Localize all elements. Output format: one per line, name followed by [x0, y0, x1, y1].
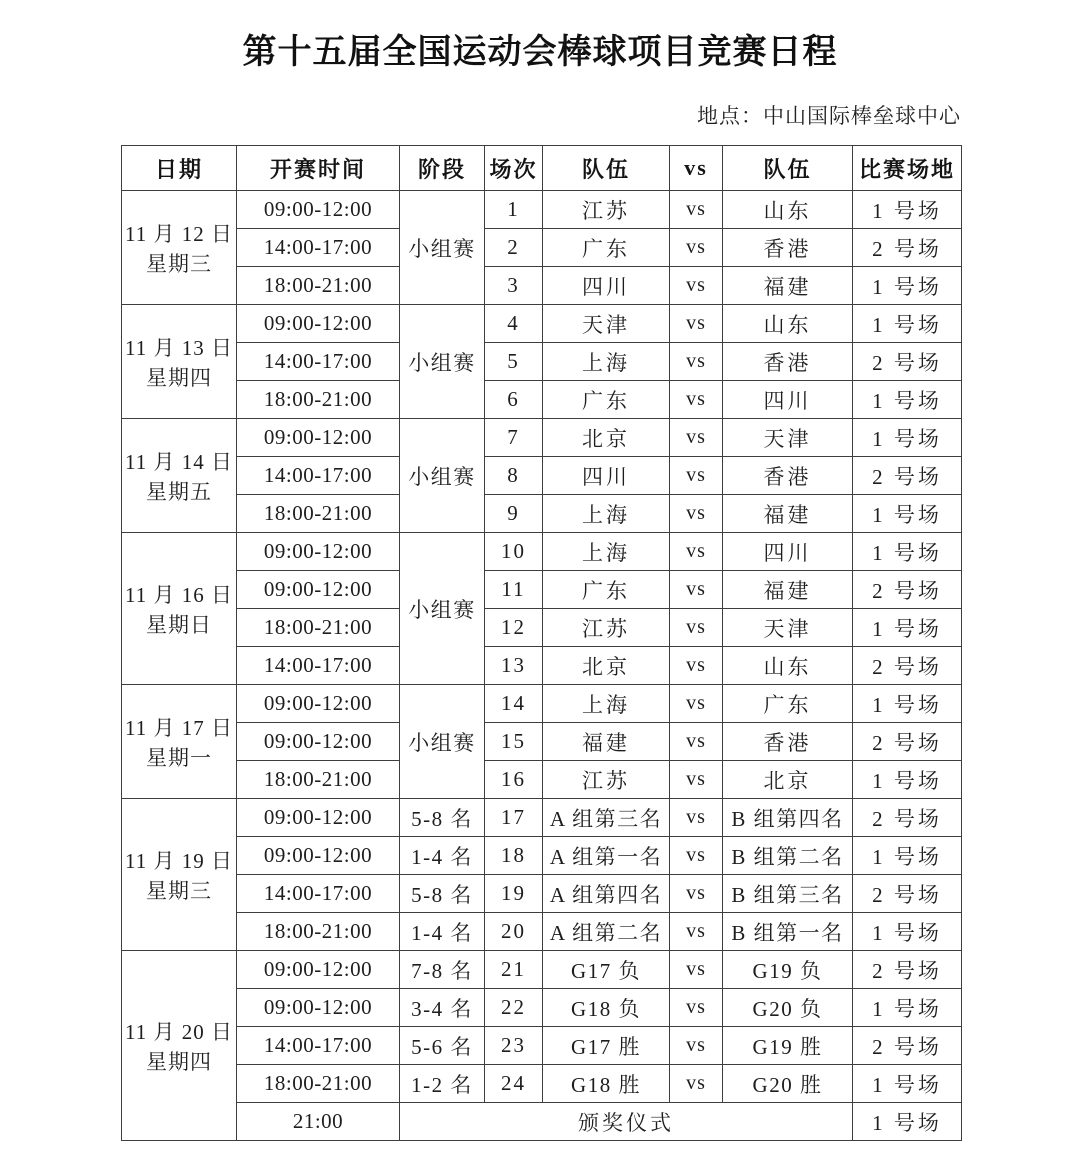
date-text: 11 月 13 日 — [125, 335, 233, 360]
vs-cell: vs — [670, 229, 723, 267]
date-text: 11 月 14 日 — [125, 449, 233, 474]
team-cell: 山东 — [723, 191, 853, 229]
time-cell: 21:00 — [237, 1103, 400, 1141]
team-cell: B 组第三名 — [723, 875, 853, 913]
table-row — [122, 191, 962, 229]
date-cell — [122, 799, 237, 951]
game-number-cell: 6 — [485, 381, 543, 419]
stage-cell: 1-2 名 — [400, 1065, 485, 1103]
team-cell: 四川 — [543, 457, 670, 495]
venue-cell: 1 号场 — [853, 913, 962, 951]
table-row — [122, 533, 962, 571]
date-cell — [122, 191, 237, 305]
table-row — [122, 647, 962, 685]
game-number-cell: 4 — [485, 305, 543, 343]
stage-cell: 3-4 名 — [400, 989, 485, 1027]
game-number-cell: 3 — [485, 267, 543, 305]
venue-cell: 2 号场 — [853, 229, 962, 267]
table-row — [122, 229, 962, 267]
vs-cell: vs — [670, 609, 723, 647]
date-cell — [122, 951, 237, 1141]
col-header-start-time: 开赛时间 — [237, 146, 400, 191]
venue-cell: 1 号场 — [853, 761, 962, 799]
col-header-team-1: 队伍 — [543, 146, 670, 191]
time-cell: 09:00-12:00 — [237, 419, 400, 457]
vs-cell: vs — [670, 723, 723, 761]
time-cell: 09:00-12:00 — [237, 799, 400, 837]
time-cell: 14:00-17:00 — [237, 647, 400, 685]
game-number-cell: 1 — [485, 191, 543, 229]
game-number-cell: 10 — [485, 533, 543, 571]
venue-cell: 1 号场 — [853, 837, 962, 875]
game-number-cell: 24 — [485, 1065, 543, 1103]
time-cell: 14:00-17:00 — [237, 457, 400, 495]
game-number-cell: 2 — [485, 229, 543, 267]
table-row — [122, 1027, 962, 1065]
col-header-game-number: 场次 — [485, 146, 543, 191]
header-row — [122, 146, 962, 191]
team-cell: 江苏 — [543, 191, 670, 229]
vs-cell: vs — [670, 533, 723, 571]
table-row — [122, 723, 962, 761]
table-row — [122, 609, 962, 647]
vs-cell: vs — [670, 647, 723, 685]
table-row — [122, 837, 962, 875]
team-cell: 福建 — [723, 571, 853, 609]
time-cell: 18:00-21:00 — [237, 381, 400, 419]
stage-cell: 小组赛 — [400, 685, 485, 799]
vs-cell: vs — [670, 761, 723, 799]
table-row — [122, 951, 962, 989]
col-header-date: 日期 — [122, 146, 237, 191]
venue-cell: 2 号场 — [853, 647, 962, 685]
team-cell: B 组第一名 — [723, 913, 853, 951]
game-number-cell: 21 — [485, 951, 543, 989]
weekday-text: 星期五 — [146, 479, 212, 504]
team-cell: G17 负 — [543, 951, 670, 989]
game-number-cell: 16 — [485, 761, 543, 799]
team-cell: B 组第四名 — [723, 799, 853, 837]
table-row — [122, 913, 962, 951]
date-text: 11 月 20 日 — [125, 1019, 233, 1044]
table-row — [122, 381, 962, 419]
game-number-cell: 23 — [485, 1027, 543, 1065]
time-cell: 14:00-17:00 — [237, 343, 400, 381]
game-number-cell: 8 — [485, 457, 543, 495]
venue-cell: 1 号场 — [853, 989, 962, 1027]
page-title: 第十五届全国运动会棒球项目竞赛日程 — [242, 34, 838, 71]
team-cell: 北京 — [543, 647, 670, 685]
vs-cell: vs — [670, 875, 723, 913]
time-cell: 18:00-21:00 — [237, 913, 400, 951]
team-cell: A 组第二名 — [543, 913, 670, 951]
vs-cell: vs — [670, 191, 723, 229]
time-cell: 14:00-17:00 — [237, 875, 400, 913]
table-row — [122, 685, 962, 723]
vs-cell: vs — [670, 799, 723, 837]
weekday-text: 星期一 — [146, 745, 212, 770]
team-cell: 北京 — [723, 761, 853, 799]
game-number-cell: 17 — [485, 799, 543, 837]
time-cell: 09:00-12:00 — [237, 837, 400, 875]
table-row — [122, 495, 962, 533]
table-row — [122, 305, 962, 343]
date-cell — [122, 533, 237, 685]
table-row — [122, 875, 962, 913]
date-text: 11 月 12 日 — [125, 221, 233, 246]
vs-cell: vs — [670, 419, 723, 457]
team-cell: 上海 — [543, 685, 670, 723]
time-cell: 18:00-21:00 — [237, 1065, 400, 1103]
vs-cell: vs — [670, 685, 723, 723]
date-text: 11 月 19 日 — [125, 848, 233, 873]
venue-cell: 1 号场 — [853, 1065, 962, 1103]
team-cell: A 组第三名 — [543, 799, 670, 837]
date-text: 11 月 17 日 — [125, 715, 233, 740]
vs-cell: vs — [670, 381, 723, 419]
venue-cell: 2 号场 — [853, 571, 962, 609]
weekday-text: 星期三 — [146, 251, 212, 276]
col-header-vs: vs — [670, 146, 723, 191]
vs-cell: vs — [670, 571, 723, 609]
vs-cell: vs — [670, 913, 723, 951]
team-cell: A 组第四名 — [543, 875, 670, 913]
team-cell: G20 负 — [723, 989, 853, 1027]
stage-cell: 5-8 名 — [400, 799, 485, 837]
game-number-cell: 18 — [485, 837, 543, 875]
weekday-text: 星期日 — [146, 612, 212, 637]
time-cell: 09:00-12:00 — [237, 685, 400, 723]
venue-cell: 1 号场 — [853, 381, 962, 419]
game-number-cell: 14 — [485, 685, 543, 723]
date-text: 11 月 16 日 — [125, 582, 233, 607]
stage-cell: 1-4 名 — [400, 837, 485, 875]
schedule-table — [121, 145, 962, 1141]
vs-cell: vs — [670, 343, 723, 381]
venue-cell: 1 号场 — [853, 495, 962, 533]
col-header-venue: 比赛场地 — [853, 146, 962, 191]
vs-cell: vs — [670, 305, 723, 343]
team-cell: 天津 — [723, 609, 853, 647]
stage-cell: 5-6 名 — [400, 1027, 485, 1065]
venue-cell: 1 号场 — [853, 685, 962, 723]
vs-cell: vs — [670, 951, 723, 989]
location-line: 地点：中山国际棒垒球中心 — [697, 104, 961, 128]
table-row — [122, 1065, 962, 1103]
stage-cell: 5-8 名 — [400, 875, 485, 913]
venue-cell: 1 号场 — [853, 609, 962, 647]
venue-cell: 1 号场 — [853, 419, 962, 457]
team-cell: 山东 — [723, 305, 853, 343]
date-cell — [122, 419, 237, 533]
ceremony-label-cell: 颁奖仪式 — [400, 1103, 853, 1141]
team-cell: 香港 — [723, 343, 853, 381]
game-number-cell: 12 — [485, 609, 543, 647]
team-cell: 福建 — [723, 495, 853, 533]
venue-cell: 2 号场 — [853, 457, 962, 495]
table-row — [122, 761, 962, 799]
game-number-cell: 19 — [485, 875, 543, 913]
team-cell: 天津 — [543, 305, 670, 343]
team-cell: 上海 — [543, 343, 670, 381]
document-body — [121, 100, 961, 1141]
stage-cell: 小组赛 — [400, 419, 485, 533]
game-number-cell: 13 — [485, 647, 543, 685]
time-cell: 18:00-21:00 — [237, 267, 400, 305]
stage-cell: 7-8 名 — [400, 951, 485, 989]
vs-cell: vs — [670, 495, 723, 533]
table-row — [122, 457, 962, 495]
team-cell: 广东 — [723, 685, 853, 723]
venue-cell: 1 号场 — [853, 533, 962, 571]
game-number-cell: 11 — [485, 571, 543, 609]
team-cell: G19 负 — [723, 951, 853, 989]
venue-cell: 2 号场 — [853, 799, 962, 837]
table-row — [122, 343, 962, 381]
venue-cell: 1 号场 — [853, 305, 962, 343]
weekday-text: 星期三 — [146, 878, 212, 903]
time-cell: 09:00-12:00 — [237, 191, 400, 229]
team-cell: 广东 — [543, 571, 670, 609]
team-cell: 北京 — [543, 419, 670, 457]
team-cell: 四川 — [723, 381, 853, 419]
team-cell: 天津 — [723, 419, 853, 457]
venue-cell: 1 号场 — [853, 267, 962, 305]
table-row — [122, 989, 962, 1027]
team-cell: G17 胜 — [543, 1027, 670, 1065]
vs-cell: vs — [670, 267, 723, 305]
team-cell: 江苏 — [543, 609, 670, 647]
venue-cell: 2 号场 — [853, 723, 962, 761]
team-cell: 四川 — [723, 533, 853, 571]
team-cell: 福建 — [543, 723, 670, 761]
team-cell: 香港 — [723, 723, 853, 761]
team-cell: 上海 — [543, 533, 670, 571]
table-row — [122, 571, 962, 609]
venue-cell: 2 号场 — [853, 951, 962, 989]
stage-cell: 小组赛 — [400, 533, 485, 685]
time-cell: 09:00-12:00 — [237, 989, 400, 1027]
weekday-text: 星期四 — [146, 1049, 212, 1074]
time-cell: 09:00-12:00 — [237, 723, 400, 761]
team-cell: 福建 — [723, 267, 853, 305]
team-cell: 香港 — [723, 229, 853, 267]
table-row — [122, 419, 962, 457]
game-number-cell: 15 — [485, 723, 543, 761]
team-cell: G18 胜 — [543, 1065, 670, 1103]
game-number-cell: 5 — [485, 343, 543, 381]
team-cell: 香港 — [723, 457, 853, 495]
team-cell: G19 胜 — [723, 1027, 853, 1065]
date-cell — [122, 685, 237, 799]
vs-cell: vs — [670, 989, 723, 1027]
team-cell: 广东 — [543, 381, 670, 419]
ceremony-row — [122, 1103, 962, 1141]
vs-cell: vs — [670, 837, 723, 875]
team-cell: G18 负 — [543, 989, 670, 1027]
team-cell: A 组第一名 — [543, 837, 670, 875]
stage-cell: 小组赛 — [400, 305, 485, 419]
vs-cell: vs — [670, 457, 723, 495]
venue-cell: 2 号场 — [853, 875, 962, 913]
time-cell: 09:00-12:00 — [237, 951, 400, 989]
vs-cell: vs — [670, 1027, 723, 1065]
table-row — [122, 267, 962, 305]
game-number-cell: 7 — [485, 419, 543, 457]
game-number-cell: 9 — [485, 495, 543, 533]
team-cell: 广东 — [543, 229, 670, 267]
time-cell: 09:00-12:00 — [237, 305, 400, 343]
venue-cell: 1 号场 — [853, 191, 962, 229]
team-cell: G20 胜 — [723, 1065, 853, 1103]
time-cell: 18:00-21:00 — [237, 495, 400, 533]
time-cell: 18:00-21:00 — [237, 609, 400, 647]
date-cell — [122, 305, 237, 419]
game-number-cell: 20 — [485, 913, 543, 951]
team-cell: 四川 — [543, 267, 670, 305]
weekday-text: 星期四 — [146, 365, 212, 390]
time-cell: 09:00-12:00 — [237, 533, 400, 571]
game-number-cell: 22 — [485, 989, 543, 1027]
col-header-team-2: 队伍 — [723, 146, 853, 191]
stage-cell: 1-4 名 — [400, 913, 485, 951]
team-cell: 上海 — [543, 495, 670, 533]
team-cell: B 组第二名 — [723, 837, 853, 875]
table-row — [122, 799, 962, 837]
venue-cell: 1 号场 — [853, 1103, 962, 1141]
time-cell: 18:00-21:00 — [237, 761, 400, 799]
venue-cell: 2 号场 — [853, 343, 962, 381]
time-cell: 09:00-12:00 — [237, 571, 400, 609]
time-cell: 14:00-17:00 — [237, 229, 400, 267]
team-cell: 山东 — [723, 647, 853, 685]
team-cell: 江苏 — [543, 761, 670, 799]
time-cell: 14:00-17:00 — [237, 1027, 400, 1065]
venue-cell: 2 号场 — [853, 1027, 962, 1065]
col-header-stage: 阶段 — [400, 146, 485, 191]
stage-cell: 小组赛 — [400, 191, 485, 305]
vs-cell: vs — [670, 1065, 723, 1103]
